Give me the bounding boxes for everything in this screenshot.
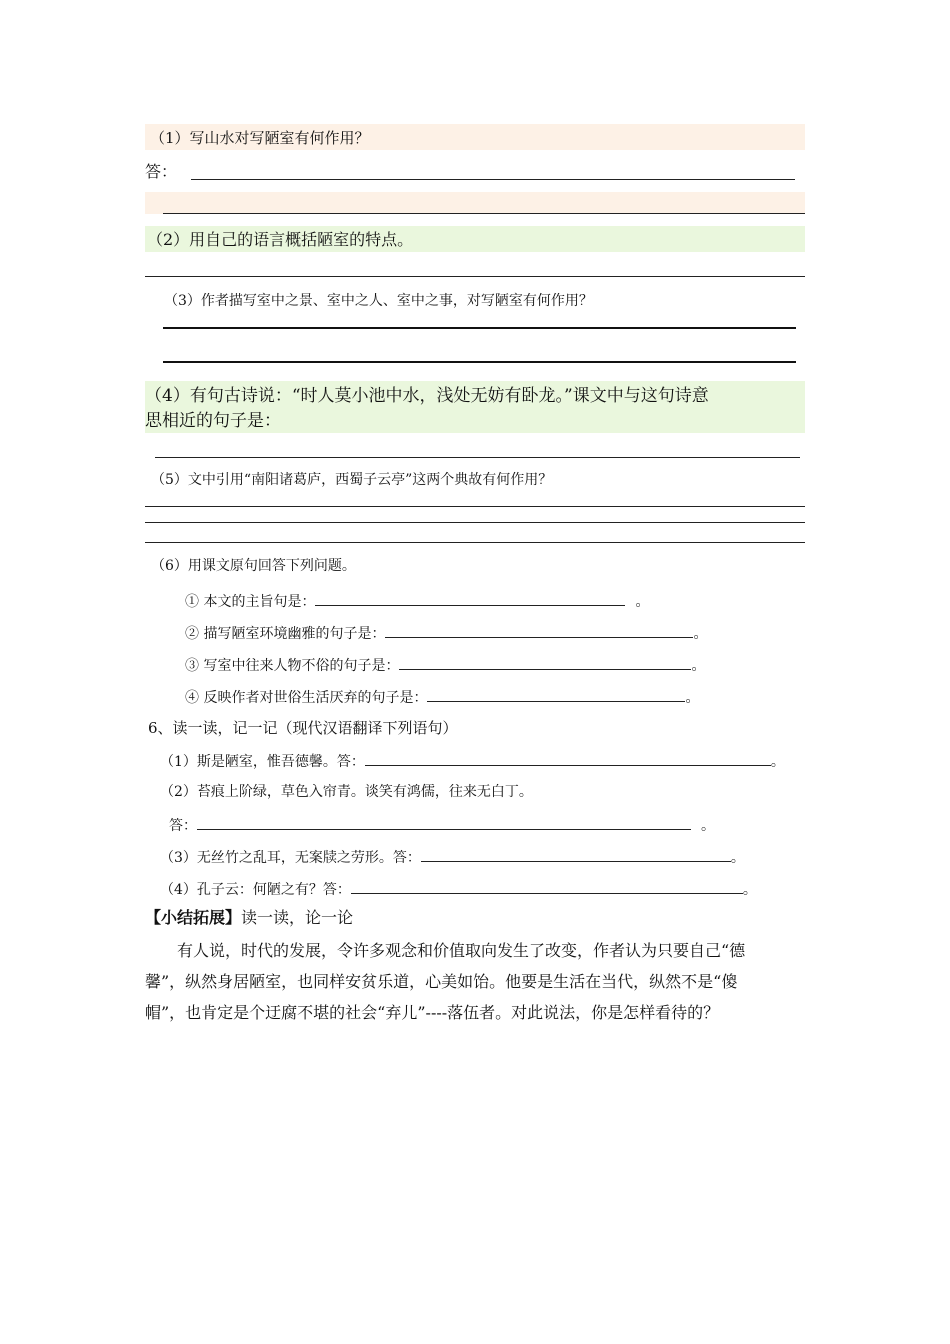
section-6-title: 6、读一读，记一记（现代汉语翻译下列语句） [148, 719, 458, 737]
answer-label-1: 答： [145, 162, 178, 181]
summary-paragraph-line2: 馨”，纵然身居陋室，也同样安贫乐道，心美如饴。他要是生活在当代，纵然不是“傻 [145, 972, 738, 991]
answer-line-2[interactable] [145, 276, 805, 277]
s1-blank[interactable] [365, 751, 771, 766]
answer-line-5a[interactable] [145, 506, 805, 507]
answer-line-1b[interactable] [163, 213, 805, 214]
q6-item-2-end: 。 [693, 626, 708, 642]
q6-item-2-blank[interactable] [385, 623, 693, 638]
question-5: （5）文中引用“南阳诸葛庐，西蜀子云亭”这两个典故有何作用？ [151, 472, 553, 488]
q6-item-4 [185, 687, 699, 707]
q6-item-1-blank[interactable] [315, 591, 625, 606]
summary-paragraph-line1: 有人说，时代的发展，令许多观念和价值取向发生了改变，作者认为只要自己“德 [177, 941, 746, 960]
summary-heading: 【小结拓展】 [145, 908, 242, 927]
answer-line-5b[interactable] [145, 522, 805, 523]
q6-item-4-end: 。 [685, 690, 700, 706]
q6-item-2 [185, 623, 707, 643]
answer-line-3a[interactable] [163, 327, 796, 329]
answer-line-5c[interactable] [145, 542, 805, 543]
s4-text: （4）孔子云：何陋之有？答： [160, 882, 351, 898]
section-6-s2-answer [169, 815, 715, 835]
question-6: （6）用课文原句回答下列问题。 [151, 558, 356, 574]
q6-item-4-text: ④ 反映作者对世俗生活厌弃的句子是： [185, 690, 428, 706]
q6-item-3-end: 。 [691, 658, 706, 674]
q6-item-1-text: ① 本文的主旨句是： [185, 594, 316, 610]
s4-end: 。 [742, 882, 757, 898]
s4-blank[interactable] [351, 879, 743, 894]
answer-line-1a[interactable] [191, 179, 795, 180]
q6-item-1-end: 。 [635, 594, 650, 610]
q6-item-3-blank[interactable] [399, 655, 691, 670]
section-6-s4 [160, 879, 757, 899]
summary-heading-row [145, 908, 353, 928]
s1-end: 。 [770, 754, 785, 770]
section-6-s3 [160, 847, 745, 867]
answer-line-4[interactable] [155, 457, 800, 458]
q6-item-2-text: ② 描写陋室环境幽雅的句子是： [185, 626, 386, 642]
q6-item-3 [185, 655, 705, 675]
section-6-s1 [160, 751, 785, 771]
answer-line-3b[interactable] [163, 361, 796, 363]
s3-text: （3）无丝竹之乱耳，无案牍之劳形。答： [160, 850, 421, 866]
summary-subtitle: 读一读，论一论 [241, 908, 354, 927]
question-1: （1）写山水对写陋室有何作用？ [150, 129, 370, 147]
question-3: （3）作者描写室中之景、室中之人、室中之事，对写陋室有何作用？ [164, 293, 593, 309]
s3-blank[interactable] [421, 847, 731, 862]
q6-item-3-text: ③ 写室中往来人物不俗的句子是： [185, 658, 400, 674]
question-4-line1: （4）有句古诗说：“时人莫小池中水，浅处无妨有卧龙。”课文中与这句诗意 [145, 386, 709, 406]
section-6-s2: （2）苔痕上阶绿，草色入帘青。谈笑有鸿儒，往来无白丁。 [160, 784, 533, 800]
question-4-line2: 思相近的句子是： [145, 411, 281, 431]
s2-blank[interactable] [197, 815, 691, 830]
s1-text: （1）斯是陋室，惟吾德馨。答： [160, 754, 365, 770]
s3-end: 。 [730, 850, 745, 866]
s2-answer-label: 答： [169, 818, 197, 834]
highlight-q1-line [145, 192, 805, 214]
q6-item-1 [185, 591, 649, 611]
q6-item-4-blank[interactable] [427, 687, 685, 702]
question-2: （2）用自己的语言概括陋室的特点。 [147, 230, 414, 249]
s2-end: 。 [701, 818, 715, 834]
summary-paragraph-line3: 帽”，也肯定是个迂腐不堪的社会“弃儿”----落伍者。对此说法，你是怎样看待的？ [145, 1003, 720, 1022]
